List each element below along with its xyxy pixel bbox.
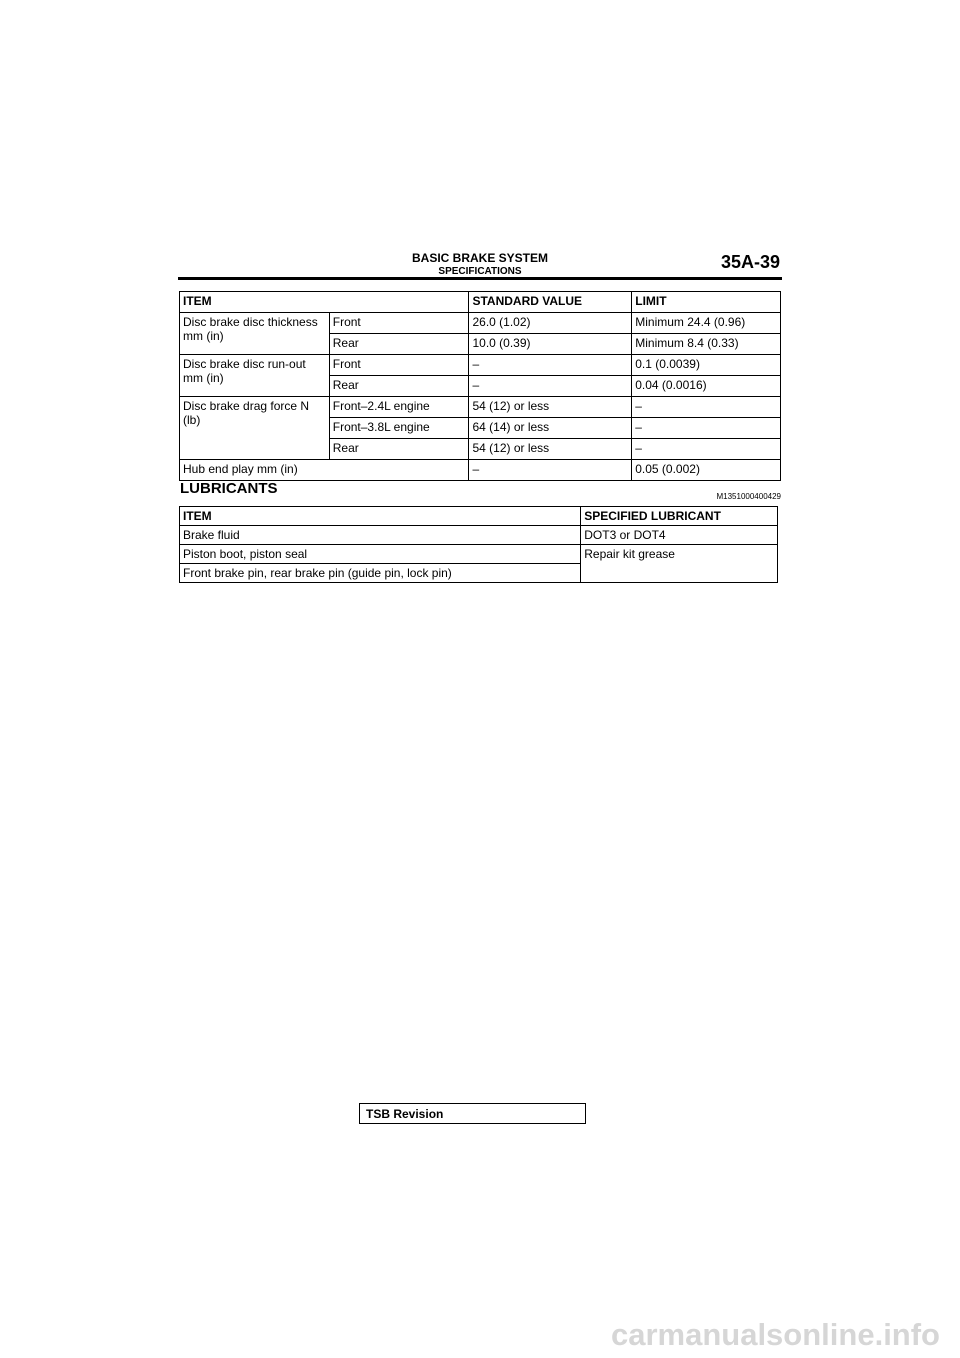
tsb-revision-label: TSB Revision: [366, 1107, 444, 1121]
column-header-specified-lubricant: SPECIFIED LUBRICANT: [581, 507, 778, 526]
page-number: 35A-39: [720, 252, 780, 272]
limit-cell: 0.05 (0.002): [632, 460, 781, 481]
sub-item-cell: Front: [329, 355, 469, 376]
sub-item-cell: Rear: [329, 334, 469, 355]
limit-cell: Minimum 24.4 (0.96): [632, 313, 781, 334]
limit-cell: Minimum 8.4 (0.33): [632, 334, 781, 355]
sub-item-cell: Front–3.8L engine: [329, 418, 469, 439]
limit-cell: –: [632, 418, 781, 439]
limit-cell: 0.04 (0.0016): [632, 376, 781, 397]
item-cell: Disc brake disc run-out mm (in): [180, 355, 330, 397]
table-row: [180, 460, 781, 481]
table-row: [180, 545, 778, 564]
header-title: BASIC BRAKE SYSTEM: [411, 251, 548, 265]
column-header-item: ITEM: [180, 507, 581, 526]
standard-value-cell: –: [469, 376, 632, 397]
sub-item-cell: Front: [329, 313, 469, 334]
item-cell: Disc brake drag force N (lb): [180, 397, 330, 460]
table-row: [180, 397, 781, 418]
limit-cell: –: [632, 439, 781, 460]
item-cell: Hub end play mm (in): [180, 460, 469, 481]
section-id: M1351000400429: [716, 492, 781, 501]
sub-item-cell: Rear: [329, 439, 469, 460]
standard-value-cell: –: [469, 355, 632, 376]
table-header-row: [180, 507, 778, 526]
standard-value-cell: 26.0 (1.02): [469, 313, 632, 334]
standard-value-cell: 10.0 (0.39): [469, 334, 632, 355]
table-header-row: [180, 292, 781, 313]
header-rule: [178, 277, 782, 280]
standard-value-cell: 64 (14) or less: [469, 418, 632, 439]
table-row: [180, 313, 781, 334]
sub-item-cell: Rear: [329, 376, 469, 397]
header-subtitle: SPECIFICATIONS: [438, 266, 522, 277]
standard-value-cell: 54 (12) or less: [469, 397, 632, 418]
limit-cell: –: [632, 397, 781, 418]
specifications-table: [179, 291, 781, 481]
column-header-standard-value: STANDARD VALUE: [469, 292, 632, 313]
lubricant-cell: DOT3 or DOT4: [581, 526, 778, 545]
table-row: [180, 355, 781, 376]
tsb-revision-box: [359, 1103, 586, 1124]
item-cell: Brake fluid: [180, 526, 581, 545]
section-heading-lubricants: LUBRICANTS: [180, 480, 278, 497]
lubricants-table: [179, 506, 778, 583]
column-header-item: ITEM: [180, 292, 469, 313]
item-cell: Front brake pin, rear brake pin (guide pin, lock pin): [180, 564, 581, 583]
sub-item-cell: Front–2.4L engine: [329, 397, 469, 418]
column-header-limit: LIMIT: [632, 292, 781, 313]
table-row: [180, 526, 778, 545]
standard-value-cell: 54 (12) or less: [469, 439, 632, 460]
lubricant-cell: Repair kit grease: [581, 545, 778, 583]
item-cell: Disc brake disc thickness mm (in): [180, 313, 330, 355]
item-cell: Piston boot, piston seal: [180, 545, 581, 564]
limit-cell: 0.1 (0.0039): [632, 355, 781, 376]
site-watermark: carmanualsonline.info: [610, 1317, 940, 1352]
standard-value-cell: –: [469, 460, 632, 481]
